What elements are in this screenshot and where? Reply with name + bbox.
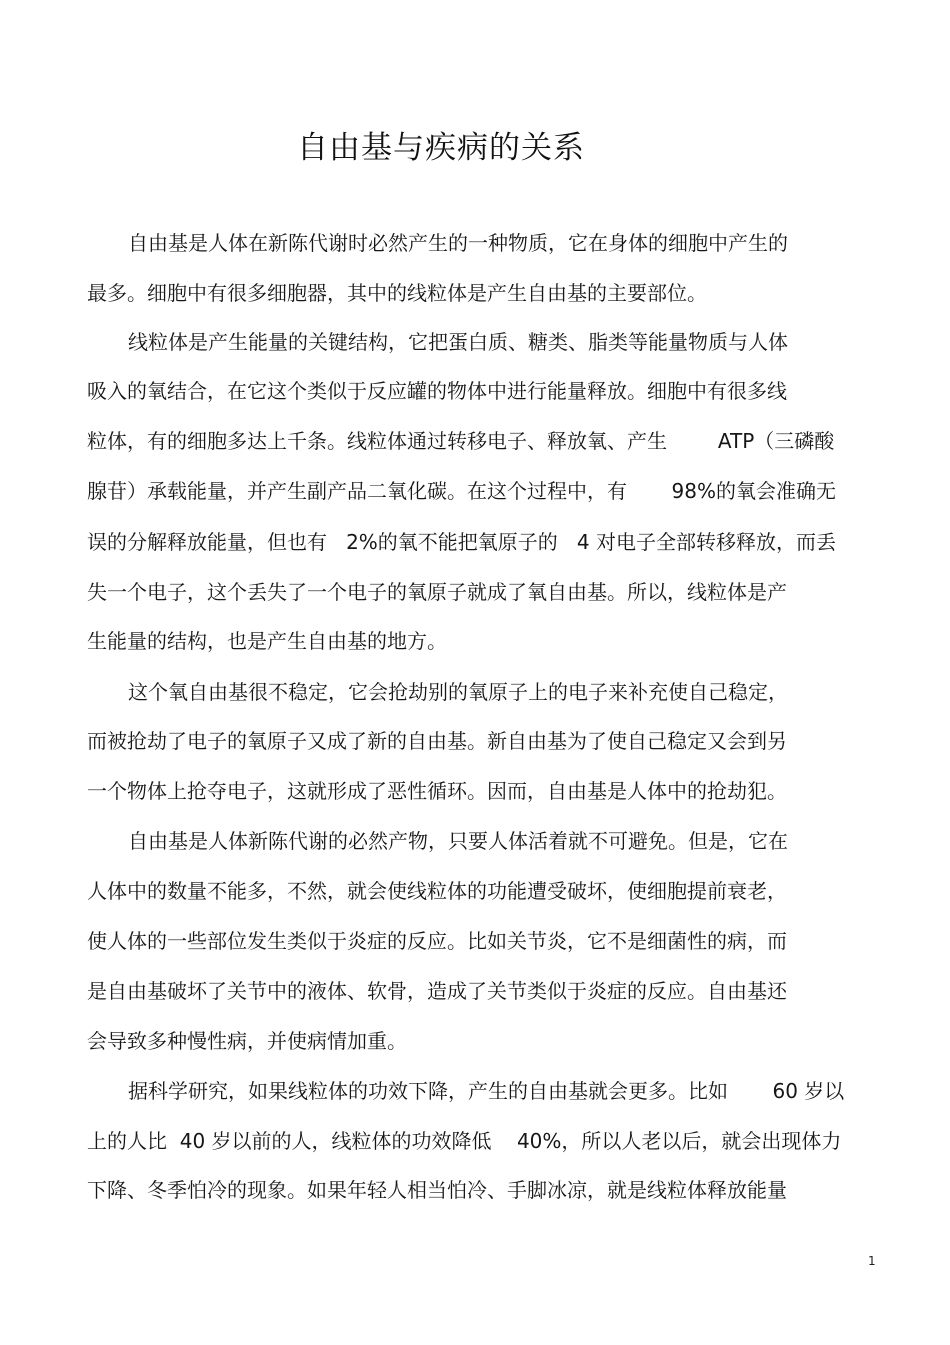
text-line: 失一个电子，这个丢失了一个电子的氧原子就成了氧自由基。所以，线粒体是产 [87, 580, 787, 604]
text-line: 人体中的数量不能多，不然，就会使线粒体的功能遭受破坏，使细胞提前衰老， [87, 879, 787, 903]
text-line: 线粒体是产生能量的关键结构，它把蛋白质、糖类、脂类等能量物质与人体 [128, 330, 788, 354]
text-line: 误的分解释放能量，但也有 2%的氧不能把氧原子的 4 对电子全部转移释放，而丢 [87, 530, 836, 554]
text-line: 生能量的结构，也是产生自由基的地方。 [87, 629, 447, 653]
text-line: 一个物体上抢夺电子，这就形成了恶性循环。因而，自由基是人体中的抢劫犯。 [87, 779, 787, 803]
text-line: 最多。细胞中有很多细胞器，其中的线粒体是产生自由基的主要部位。 [87, 281, 707, 305]
text-line: 会导致多种慢性病，并使病情加重。 [87, 1029, 407, 1053]
text-line: 据科学研究，如果线粒体的功效下降，产生的自由基就会更多。比如 60 岁以 [128, 1079, 845, 1103]
document-title: 自由基与疾病的关系 [297, 130, 585, 166]
page-number: 1 [868, 1254, 876, 1268]
text-line: 自由基是人体在新陈代谢时必然产生的一种物质，它在身体的细胞中产生的 [128, 231, 788, 255]
text-line: 这个氧自由基很不稳定，它会抢劫别的氧原子上的电子来补充使自己稳定， [128, 680, 788, 704]
text-line: 腺苷）承载能量，并产生副产品二氧化碳。在这个过程中，有 98%的氧会准确无 [87, 479, 836, 503]
text-line: 粒体，有的细胞多达上千条。线粒体通过转移电子、释放氧、产生 ATP（三磷酸 [87, 429, 835, 453]
text-line: 自由基是人体新陈代谢的必然产物，只要人体活着就不可避免。但是，它在 [128, 829, 788, 853]
text-line: 是自由基破坏了关节中的液体、软骨，造成了关节类似于炎症的反应。自由基还 [87, 979, 787, 1003]
text-line: 而被抢劫了电子的氧原子又成了新的自由基。新自由基为了使自己稳定又会到另 [87, 729, 787, 753]
text-line: 下降、冬季怕冷的现象。如果年轻人相当怕冷、手脚冰凉，就是线粒体释放能量 [87, 1178, 787, 1202]
text-line: 使人体的一些部位发生类似于炎症的反应。比如关节炎，它不是细菌性的病，而 [87, 929, 787, 953]
text-line: 上的人比 40 岁以前的人，线粒体的功效降低 40%，所以人老以后，就会出现体力 [87, 1129, 842, 1153]
text-line: 吸入的氧结合，在它这个类似于反应罐的物体中进行能量释放。细胞中有很多线 [87, 379, 787, 403]
